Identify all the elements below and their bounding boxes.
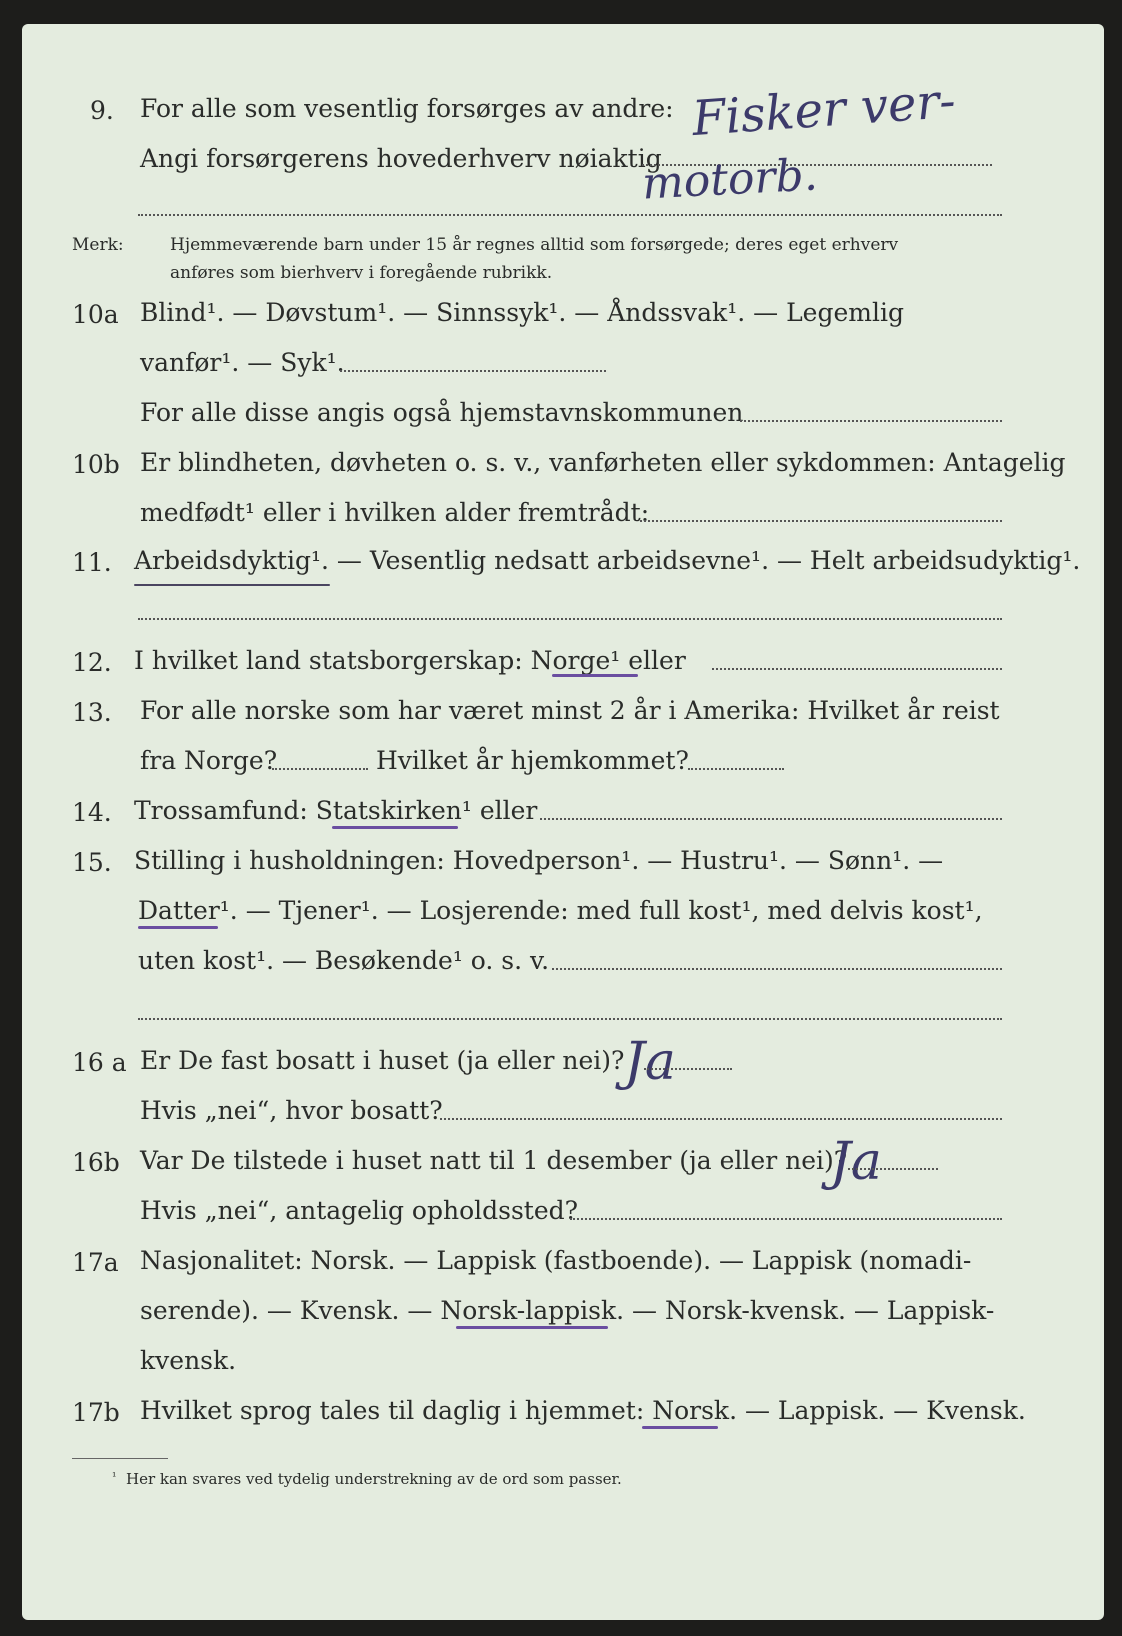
merk-line1: Hjemmeværende barn under 15 år regnes alltid som forsørgede; deres eget erhverv: [170, 235, 899, 255]
q17b-number: 17b: [72, 1398, 120, 1427]
q15-line1: Stilling i husholdningen: Hovedperson¹. — Hustru¹. — Sønn¹. —: [134, 846, 944, 875]
q16a-line2: Hvis „nei“, hvor bosatt?: [140, 1096, 443, 1125]
merk-label: Merk:: [72, 235, 124, 255]
q11-dotted-line: [138, 618, 1002, 620]
footnote-mark: ¹: [112, 1470, 117, 1483]
q9-answer-handwriting-2: motorb.: [640, 149, 819, 210]
q17b-line1: Hvilket sprog tales til daglig i hjemmet: Norsk. — Lappisk. — Kvensk.: [140, 1396, 1026, 1425]
q13-line1: For alle norske som har været minst 2 år i Amerika: Hvilket år reist: [140, 696, 1000, 725]
q11-underline: [134, 584, 330, 586]
q16b-line1: Var De tilstede i huset natt til 1 desember (ja eller nei)?: [140, 1146, 848, 1175]
q9-line1: For alle som vesentlig forsørges av andre:: [140, 94, 674, 123]
q13-dotted-line-1: [272, 768, 368, 770]
q17a-line1: Nasjonalitet: Norsk. — Lappisk (fastboende). — Lappisk (nomadi-: [140, 1246, 972, 1275]
q17a-line3: kvensk.: [140, 1346, 237, 1375]
q14-line1: Trossamfund: Statskirken¹ eller: [134, 796, 538, 825]
q17a-underline-norsk-lappisk: [456, 1326, 608, 1329]
q16b-dotted-line-2: [570, 1218, 1002, 1220]
q15-dotted-line-2: [138, 1018, 1002, 1020]
q10a-number: 10a: [72, 300, 119, 329]
footnote-text: Her kan svares ved tydelig understrekning av de ord som passer.: [126, 1470, 622, 1488]
q16a-dotted-line-2: [440, 1118, 1002, 1120]
q12-dotted-line: [712, 668, 1002, 670]
q9-dotted-line-2: [138, 214, 1002, 216]
q15-number: 15.: [72, 848, 112, 877]
q10a-line3: For alle disse angis også hjemstavnskommunen: [140, 398, 744, 427]
q13-number: 13.: [72, 698, 112, 727]
q13-line2b: Hvilket år hjemkommet?: [376, 746, 689, 775]
q16a-number: 16 a: [72, 1048, 127, 1077]
q10a-line2: vanfør¹. — Syk¹.: [140, 348, 345, 377]
q9-number: 9.: [90, 96, 114, 125]
q10a-dotted-line: [340, 370, 606, 372]
q10a-dotted-line-2: [740, 420, 1002, 422]
q16b-dotted-line: [848, 1168, 938, 1170]
q15-underline-datter: [138, 926, 218, 929]
q12-number: 12.: [72, 648, 112, 677]
merk-line2: anføres som bierhverv i foregående rubrikk.: [170, 263, 553, 283]
q10a-line1: Blind¹. — Døvstum¹. — Sinnssyk¹. — Åndssvak¹. — Legemlig: [140, 298, 904, 327]
q15-dotted-line: [552, 968, 1002, 970]
q15-line3: uten kost¹. — Besøkende¹ o. s. v.: [138, 946, 550, 975]
q14-number: 14.: [72, 798, 112, 827]
q13-line2a: fra Norge?: [140, 746, 278, 775]
footnote-rule: [72, 1458, 168, 1459]
q10b-dotted-line: [640, 520, 1002, 522]
q16b-answer-handwriting: Ja: [830, 1132, 882, 1192]
q16a-dotted-line: [644, 1068, 732, 1070]
q16b-number: 16b: [72, 1148, 120, 1177]
q9-answer-handwriting-1: Fisker ver-: [690, 72, 958, 148]
q16a-answer-handwriting: Ja: [624, 1032, 676, 1092]
q10b-number: 10b: [72, 450, 120, 479]
q11-number: 11.: [72, 548, 112, 577]
q9-line2: Angi forsørgerens hovederhverv nøiaktig: [140, 144, 662, 173]
q10b-line2: medfødt¹ eller i hvilken alder fremtrådt:: [140, 498, 650, 527]
q16a-line1: Er De fast bosatt i huset (ja eller nei)?: [140, 1046, 625, 1075]
q14-dotted-line: [540, 818, 1002, 820]
q17a-number: 17a: [72, 1248, 119, 1277]
q12-underline-norge: [552, 674, 638, 677]
q16b-line2: Hvis „nei“, antagelig opholdssted?: [140, 1196, 579, 1225]
census-form-page: [22, 24, 1104, 1620]
q10b-line1: Er blindheten, døvheten o. s. v., vanførheten eller sykdommen: Antagelig: [140, 448, 1066, 477]
q17b-underline-norsk: [642, 1426, 718, 1429]
q13-dotted-line-2: [688, 768, 784, 770]
q11-line1: Arbeidsdyktig¹. — Vesentlig nedsatt arbeidsevne¹. — Helt arbeidsudyktig¹.: [134, 546, 1081, 575]
q12-line1: I hvilket land statsborgerskap: Norge¹ eller: [134, 646, 686, 675]
q15-line2: Datter¹. — Tjener¹. — Losjerende: med full kost¹, med delvis kost¹,: [138, 896, 983, 925]
q17a-line2: serende). — Kvensk. — Norsk-lappisk. — Norsk-kvensk. — Lappisk-: [140, 1296, 995, 1325]
q14-underline-statskirken: [332, 826, 458, 829]
